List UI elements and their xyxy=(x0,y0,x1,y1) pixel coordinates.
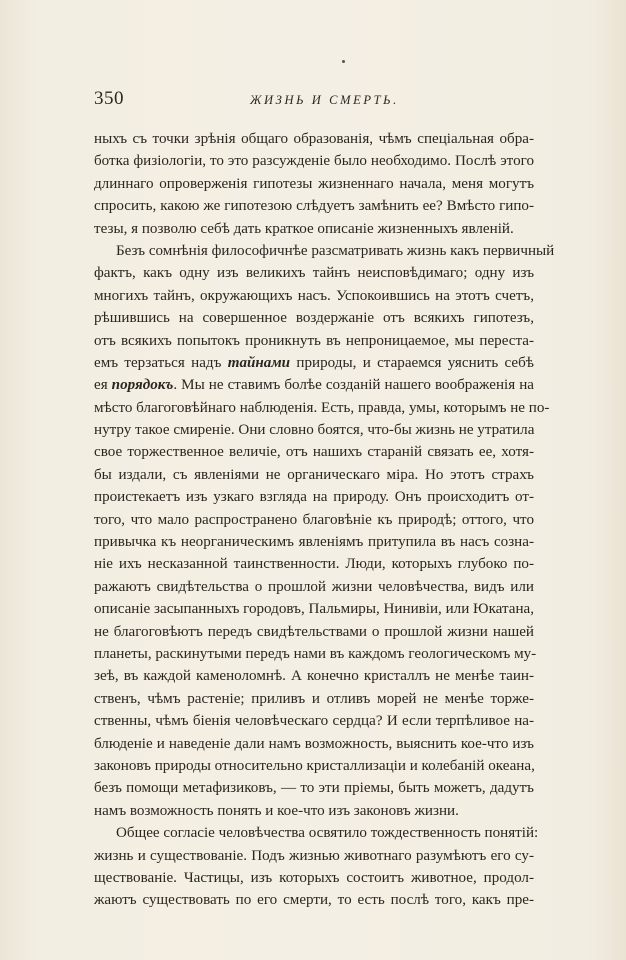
text-line: законовъ природы относительно кристаллизаціи и колебаній океана, xyxy=(94,757,535,774)
text-line: многихъ тайнъ, окружающихъ насъ. Успокоившись на этотъ счетъ, xyxy=(94,287,534,304)
text-line: свое торжественное величіе, отъ нашихъ стараній связать ее, хотя- xyxy=(94,444,534,461)
page-number: 350 xyxy=(94,88,124,109)
text-segment: природы, и стараемся уяснить себѣ xyxy=(290,354,534,371)
text-line: бы издали, съ явленіями не органическаго міра. Но этотъ страхъ xyxy=(94,466,534,483)
text-line: не благоговѣютъ передъ свидѣтельствами о прошлой жизни нашей xyxy=(94,623,534,640)
text-line: Общее согласіе человѣчества освятило тождественность понятій: xyxy=(116,825,539,842)
text-line: рѣшившись на совершенное воздержаніе отъ всякихъ гипотезъ, xyxy=(94,310,534,327)
running-title: ЖИЗНЬ И СМЕРТЬ. xyxy=(250,93,399,107)
text-line: жаютъ существовать по его смерти, то есть послѣ того, какъ пре- xyxy=(94,892,534,909)
text-line: планеты, раскинутыми передъ нами въ каждомъ геологическомъ му- xyxy=(94,645,537,662)
text-segment: емъ терзаться надъ xyxy=(94,354,228,371)
text-line: фактъ, какъ одну изъ великихъ тайнъ неисповѣдимаго; одну изъ xyxy=(94,265,534,282)
text-segment: . Мы не ставимъ болѣе созданій нашего воображенія на xyxy=(173,377,534,394)
text-line: проистекаетъ изъ узкаго взгляда на природу. Онъ происходитъ от- xyxy=(94,489,534,506)
emphasis-word: тайнами xyxy=(227,354,291,371)
text-line: описаніе засыпанныхъ городовъ, Пальмиры, Нинивіи, или Юкатана, xyxy=(94,601,535,618)
text-line-emphasis xyxy=(94,352,534,374)
text-line: безъ помощи метафизиковъ, — то эти пріемы, быть можетъ, дадутъ xyxy=(94,780,534,797)
text-line: ственны, чѣмъ біенія человѣческаго сердца? И если терпѣливое на- xyxy=(94,713,534,730)
text-line: ныхъ съ точки зрѣнія общаго образованія, чѣмъ спеціальная обра- xyxy=(94,131,534,147)
text-line: отъ всякихъ попытокъ проникнуть въ непроницаемое, мы переста- xyxy=(94,332,534,349)
text-line: Безъ сомнѣнія философичнѣе разсматривать жизнь какъ первичный xyxy=(116,242,555,259)
text-line: тезы, я позволю себѣ дать краткое описаніе жизненныхъ явленій. xyxy=(94,220,514,237)
body-text xyxy=(94,128,555,912)
text-line: ботка физіологіи, то это разсужденіе было необходимо. Послѣ этого xyxy=(94,153,534,170)
text-line: того, что мало распространено благовѣніе къ природѣ; оттого, что xyxy=(94,511,534,528)
text-line: спросить, какою же гипотезою слѣдуетъ замѣнить ее? Вмѣсто гипо- xyxy=(94,198,534,215)
text-segment: ея xyxy=(94,377,112,394)
text-line: длиннаго опроверженія гипотезы жизненнаго начала, меня могутъ xyxy=(94,175,534,192)
text-line: намъ возможность понять и кое-что изъ законовъ жизни. xyxy=(94,802,459,819)
text-line: нутру такое смиреніе. Они словно боятся, что-бы жизнь не утратила xyxy=(94,422,535,439)
text-line: жизнь и существованіе. Подъ жизнью животнаго разумѣютъ его су- xyxy=(94,847,534,864)
text-line-emphasis xyxy=(94,374,534,396)
text-line: привычка къ неорганическимъ явленіямъ притупила въ насъ созна- xyxy=(94,534,534,551)
text-line: зеѣ, въ каждой каменоломнѣ. А конечно кристаллъ не менѣе таин- xyxy=(94,668,534,685)
text-line: блюденіе и наведеніе дали намъ возможность, выяснить кое-что изъ xyxy=(94,735,534,752)
text-line: ществованіе. Частицы, изъ которыхъ состоитъ животное, продол- xyxy=(94,869,534,886)
ink-speck xyxy=(342,60,345,63)
running-head xyxy=(94,88,540,112)
text-line: ніе ихъ несказанной таинственности. Люди, которыхъ глубоко по- xyxy=(94,556,534,573)
text-line: ственъ, чѣмъ растеніе; приливъ и отливъ морей не менѣе торже- xyxy=(94,690,534,707)
emphasis-word: порядокъ xyxy=(111,377,174,394)
text-line: мѣсто благоговѣйнаго наблюденія. Есть, правда, умы, которымъ не по- xyxy=(94,399,550,416)
text-line: ражаютъ свидѣтельства о прошлой жизни человѣчества, видъ или xyxy=(94,578,534,595)
